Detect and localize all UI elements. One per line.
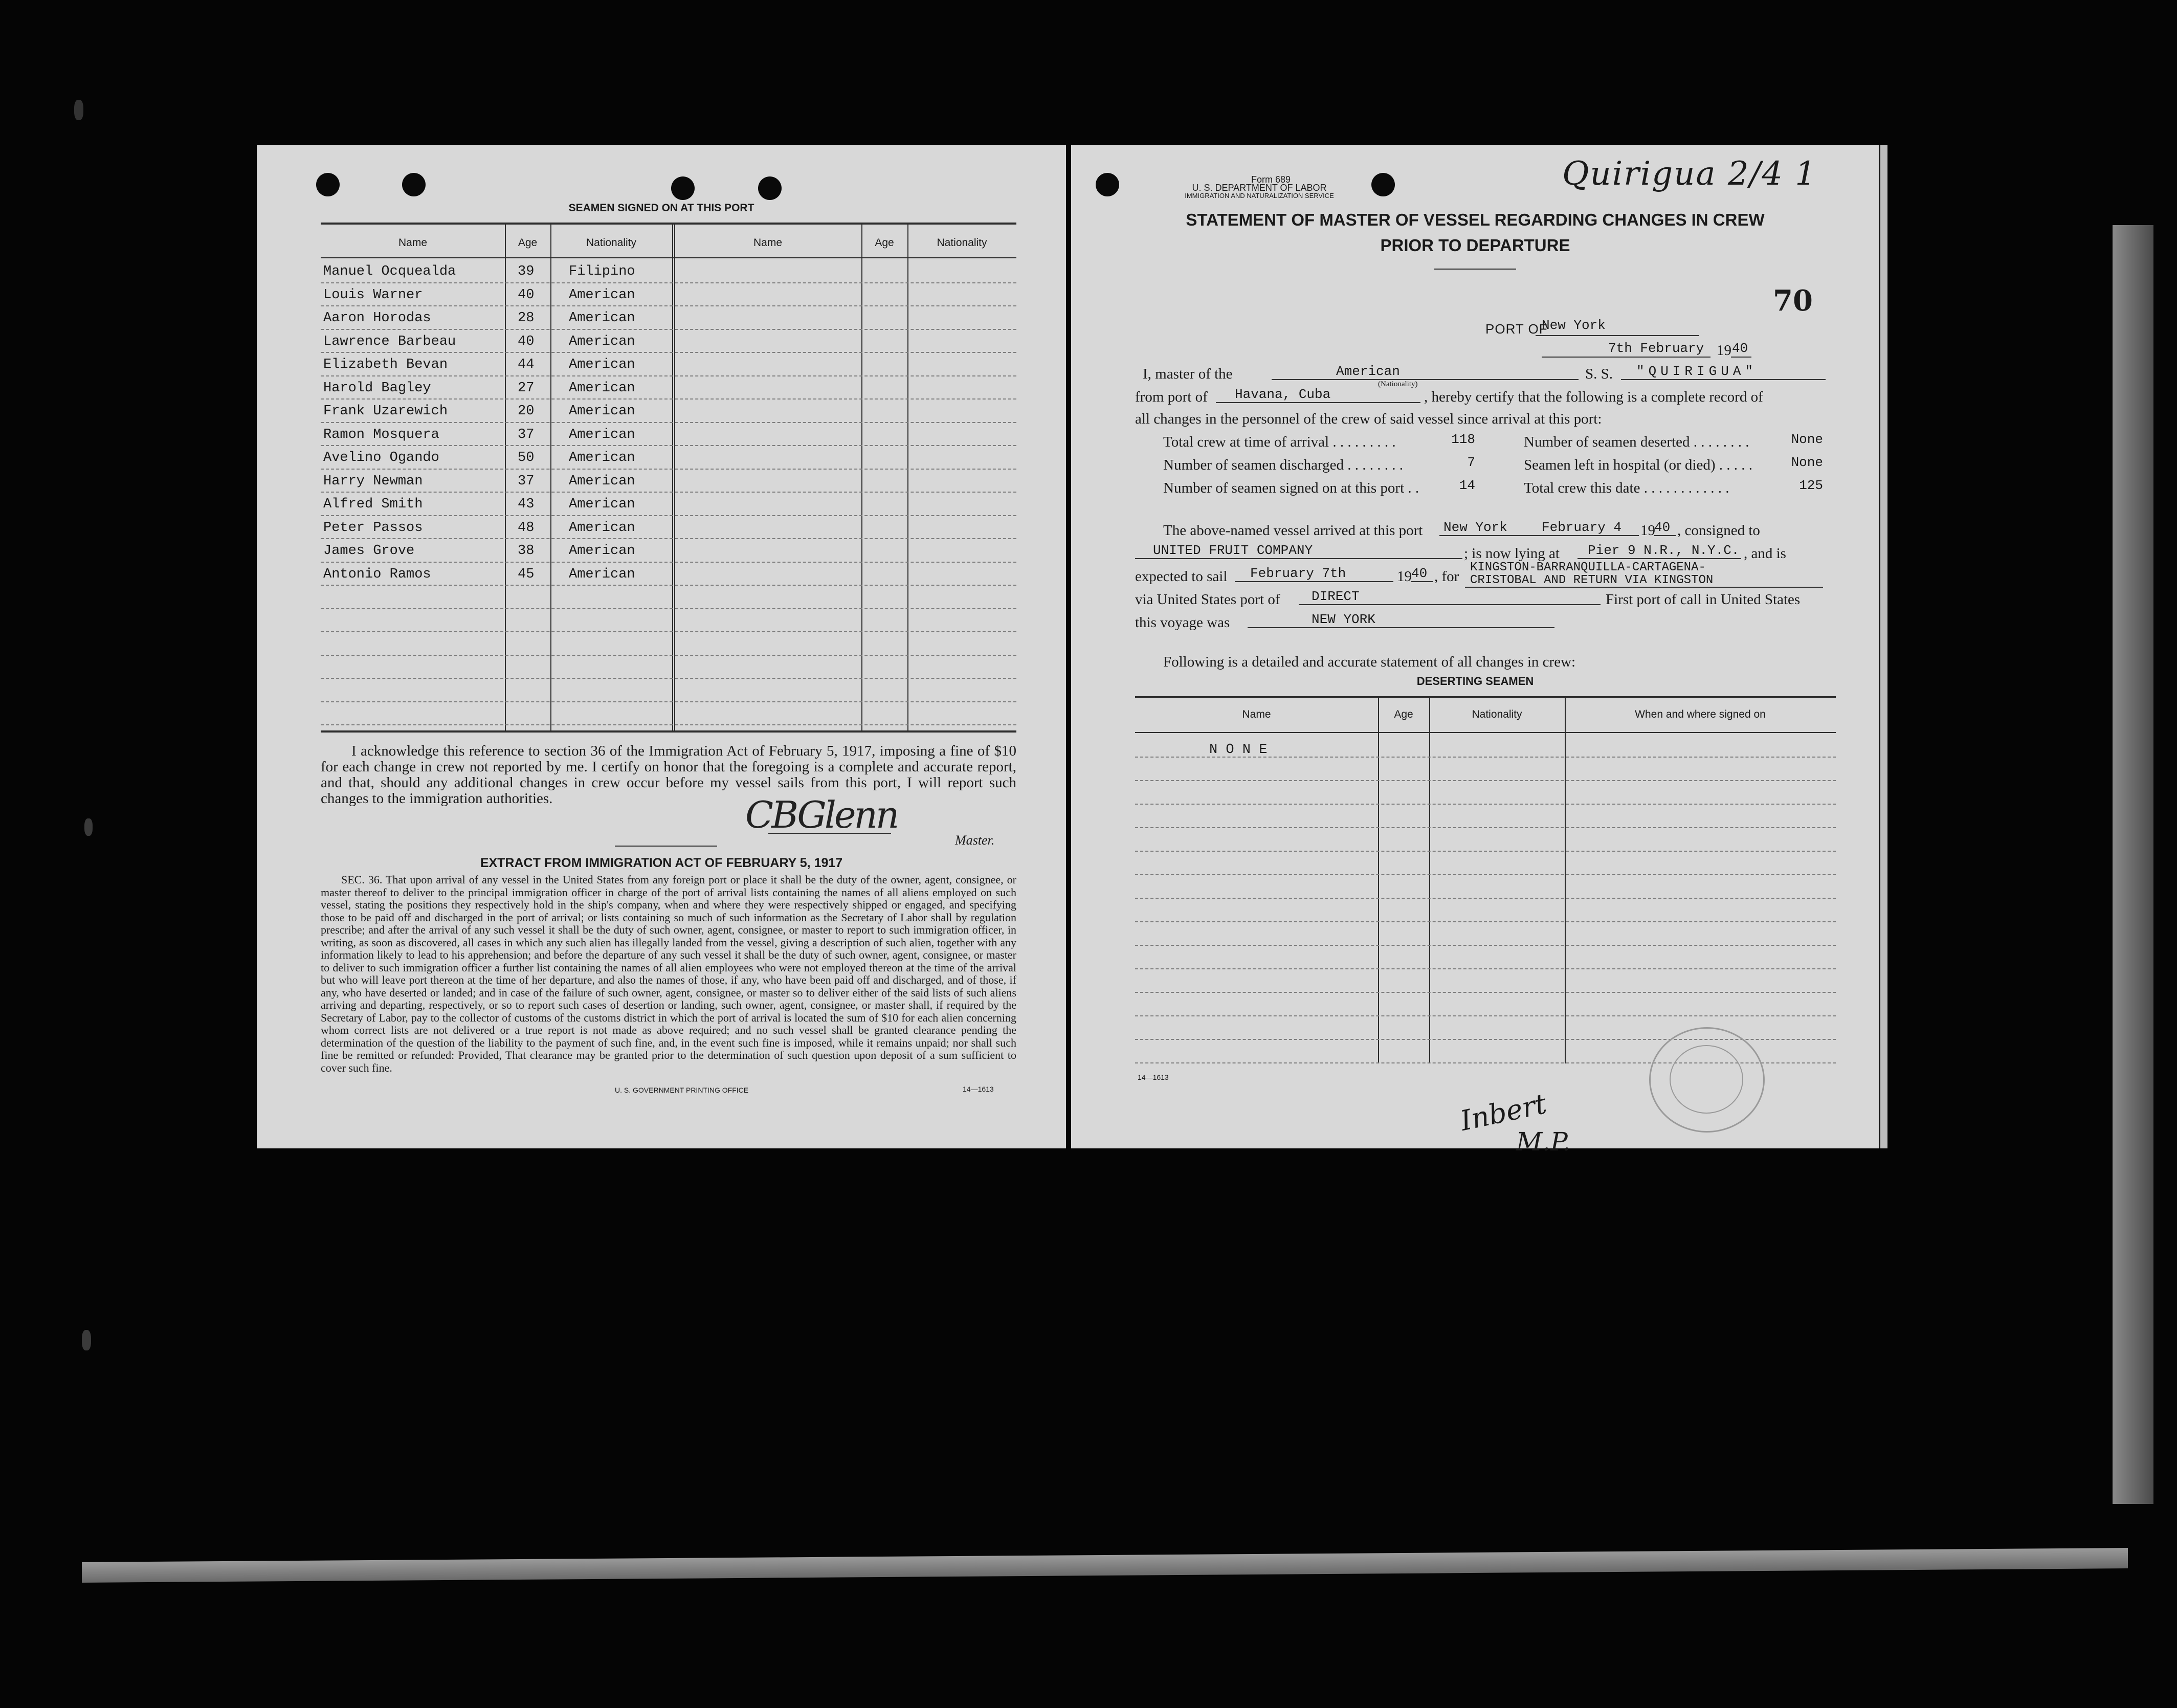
seaman-name: Antonio Ramos (323, 566, 431, 582)
punch-hole (316, 173, 340, 196)
seaman-nationality: American (569, 473, 635, 489)
seaman-nationality: American (569, 427, 635, 442)
arrived-date: February 4 (1542, 520, 1622, 535)
seaman-age: 37 (518, 473, 535, 489)
certify-text-2: all changes in the personnel of the crew of said vessel since arrival at this port: (1135, 411, 1602, 427)
via-value: DIRECT (1312, 589, 1360, 604)
binder-mark (74, 100, 83, 120)
ship-name: "QUIRIGUA" (1636, 364, 1758, 379)
deserting-col-nationality: Nationality (1472, 708, 1522, 720)
seaman-name: Manuel Ocquealda (323, 264, 456, 279)
from-port-label: from port of (1135, 389, 1208, 405)
stat-value: 118 (1451, 432, 1475, 447)
pier-value: Pier 9 N.R., N.Y.C. (1588, 543, 1740, 558)
seaman-age: 28 (518, 310, 535, 326)
seaman-name: Harry Newman (323, 473, 423, 489)
seaman-name: Harold Bagley (323, 380, 431, 396)
punch-hole (671, 176, 695, 200)
seaman-age: 39 (518, 264, 535, 279)
certify-text: , hereby certify that the following is a complete record of (1424, 389, 1763, 405)
stat-value-right: 125 (1799, 478, 1823, 493)
stat-label: Number of seamen discharged . . . . . . . . (1163, 457, 1403, 473)
seaman-name: Elizabeth Bevan (323, 357, 448, 372)
stat-label-right: Seamen left in hospital (or died) . . . . . (1524, 457, 1752, 473)
right-paper-edge (2113, 225, 2153, 1504)
seaman-nationality: American (569, 404, 635, 419)
via-label: via United States port of (1135, 591, 1280, 608)
handwritten-mp: M.P. (1516, 1127, 1571, 1157)
seaman-age: 40 (518, 334, 535, 349)
bottom-paper-edge (82, 1548, 2128, 1583)
destination-line-2: CRISTOBAL AND RETURN VIA KINGSTON (1470, 573, 1714, 587)
consignee-value: UNITED FRUIT COMPANY (1153, 543, 1313, 558)
arrived-port: New York (1443, 520, 1507, 535)
col-header-nationality-2: Nationality (937, 237, 987, 249)
stat-label-right: Number of seamen deserted . . . . . . . . (1524, 434, 1749, 450)
master-signature: CBGlenn (745, 793, 898, 836)
punch-hole (402, 173, 426, 196)
form-code-left: 14—1613 (963, 1085, 994, 1093)
seamen-signed-on-title: SEAMEN SIGNED ON AT THIS PORT (568, 202, 754, 214)
seaman-nationality: Filipino (569, 264, 635, 279)
form-title-line1: STATEMENT OF MASTER OF VESSEL REGARDING CHANGES IN CREW (1186, 210, 1765, 229)
seaman-age: 48 (518, 520, 535, 536)
punch-hole (1096, 173, 1119, 196)
port-label: PORT OF (1485, 321, 1548, 337)
seaman-nationality: American (569, 497, 635, 512)
form-title-line2: PRIOR TO DEPARTURE (1380, 236, 1570, 255)
seaman-age: 40 (518, 287, 535, 303)
port-value: New York (1542, 318, 1606, 333)
left-page (257, 145, 1066, 1148)
stat-label: Number of seamen signed on at this port . . (1163, 480, 1419, 496)
seaman-age: 27 (518, 380, 535, 396)
seaman-name: Ramon Mosquera (323, 427, 439, 442)
stat-value: 7 (1467, 455, 1475, 470)
stat-label-right: Total crew this date . . . . . . . . . . . . (1524, 480, 1729, 496)
punch-hole (758, 176, 782, 200)
arrived-text: The above-named vessel arrived at this port (1163, 522, 1423, 539)
seaman-name: James Grove (323, 543, 415, 559)
seaman-age: 45 (518, 566, 535, 582)
nationality-value: American (1336, 364, 1400, 379)
col-header-age: Age (518, 237, 538, 249)
nationality-caption: (Nationality) (1378, 380, 1418, 388)
arrived-year: 40 (1654, 520, 1671, 535)
handwritten-vessel-note: Quirigua 2/4 1 (1562, 155, 1817, 193)
printer-line: U. S. GOVERNMENT PRINTING OFFICE (615, 1086, 749, 1094)
binder-mark (82, 1330, 91, 1350)
deserting-title: DESERTING SEAMEN (1416, 675, 1534, 687)
form-code-right: 14—1613 (1138, 1073, 1169, 1081)
deserting-col-name: Name (1242, 708, 1271, 720)
seaman-nationality: American (569, 357, 635, 372)
extract-text: SEC. 36. That upon arrival of any vessel in the United States from any foreign port or place it shall be the duty of the owner, agent, consignee, or master thereof to deliver to the principal immigration officer in charge of the port of arrival lists containing the names of all aliens employed on such vessel, stating the positions they respectively hold in the ship's company, when and where they were respectively shipped or engaged, and specifying those to be paid off and discharged in the port of arrival; or lists containing so much of such information as the Secretary of Labor shall by regulation prescribe; and after the arrival of any such vessel it shall be the duty of such owner, agent, consignee, or master to report to such immigration officer, in writing, as soon as discovered, all cases in which any such alien has illegally landed from the vessel, giving a description of such alien, together with any information likely to lead to his apprehension; and before the departure of any such vessel it shall be the duty of such owner, agent, consignee, or master to deliver to such immigration officer a further list containing the names of all alien employees who were not employed thereon at the time of the arrival but who will leave port thereon at the time of her departure, and also the names of those, if any, who have been paid off and discharged, and of those, if any, who have deserted or landed; and in case of the failure of such owner, agent, consignee, or master so to deliver either of the said lists of such aliens arriving and departing, respectively, or so to report such cases of desertion or landing, such owner, agent, consignee, or master shall, if required by the Secretary of Labor, pay to the collector of customs of the customs district in which the port of arrival is located the sum of $10 for each alien concerning whom correct lists are not delivered or a true report is not made as above required; and no such vessel shall be granted clearance pending the determination of the question of the liability to the payment of such fine, and, in the event such fine is imposed, while it remains unpaid; nor shall such fine be remitted or refunded: Provided, That clearance may be granted prior to the determination of such question upon deposit of a sum sufficient to cover such fine. (321, 873, 1016, 1074)
right-paper-edge-inner (1880, 145, 1887, 1148)
col-header-name: Name (398, 237, 428, 249)
seaman-age: 20 (518, 404, 535, 419)
seaman-age: 37 (518, 427, 535, 442)
deserting-none: N O N E (1209, 742, 1268, 758)
handwritten-initials: Inbert (1457, 1087, 1549, 1138)
voyage-value: NEW YORK (1312, 612, 1375, 627)
page-mark: 70 (1773, 284, 1813, 318)
master-label: Master. (955, 833, 995, 848)
col-header-name-2: Name (753, 237, 783, 249)
stat-value-right: None (1791, 432, 1823, 447)
seaman-name: Aaron Horodas (323, 310, 431, 326)
sail-date: February 7th (1250, 566, 1346, 581)
seaman-nationality: American (569, 334, 635, 349)
stat-value-right: None (1791, 455, 1823, 470)
seaman-nationality: American (569, 566, 635, 582)
year-value: 40 (1732, 341, 1748, 356)
destination-line-1: KINGSTON-BARRANQUILLA-CARTAGENA- (1470, 561, 1706, 574)
col-header-nationality: Nationality (586, 237, 637, 249)
deserting-col-when-where: When and where signed on (1635, 708, 1766, 720)
service-name: IMMIGRATION AND NATURALIZATION SERVICE (1185, 192, 1334, 199)
for-label: , for (1434, 568, 1459, 585)
seaman-name: Lawrence Barbeau (323, 334, 456, 349)
sail-year-prefix: 19 (1397, 568, 1412, 585)
official-stamp-inner (1670, 1045, 1743, 1114)
extract-title: EXTRACT FROM IMMIGRATION ACT OF FEBRUARY 5, 1917 (480, 856, 843, 870)
seaman-age: 38 (518, 543, 535, 559)
seaman-nationality: American (569, 543, 635, 559)
seaman-name: Avelino Ogando (323, 450, 439, 465)
right-page (1071, 145, 1879, 1157)
seaman-nationality: American (569, 380, 635, 396)
sail-year: 40 (1411, 566, 1428, 581)
seaman-age: 43 (518, 497, 535, 512)
acknowledgement-text: I acknowledge this reference to section 36 of the Immigration Act of February 5, 1917, imposing a fine of $10 for each change in crew not reported by me. I certify on honor that the foregoing is a complete and accurate report, and that, should any additional changes in crew occur before my vessel sails from this port, I will report such changes to the immigration authorities. (321, 743, 1016, 807)
seaman-nationality: American (569, 310, 635, 326)
seaman-nationality: American (569, 287, 635, 303)
arrived-year-prefix: 19 (1640, 522, 1655, 539)
from-port-value: Havana, Cuba (1235, 387, 1331, 402)
seaman-name: Peter Passos (323, 520, 423, 536)
seaman-nationality: American (569, 450, 635, 465)
and-is-label: , and is (1744, 545, 1786, 562)
seaman-name: Frank Uzarewich (323, 404, 448, 419)
expected-label: expected to sail (1135, 568, 1228, 585)
date-value: 7th February (1608, 341, 1704, 356)
deserting-col-age: Age (1394, 708, 1413, 720)
seaman-name: Alfred Smith (323, 497, 423, 512)
binder-mark (84, 818, 93, 836)
following-text: Following is a detailed and accurate statement of all changes in crew: (1163, 654, 1576, 670)
voyage-label: this voyage was (1135, 614, 1230, 631)
seaman-age: 44 (518, 357, 535, 372)
year-prefix: 19 (1717, 342, 1731, 359)
stat-value: 14 (1459, 478, 1475, 493)
form-number: Form 689 (1251, 174, 1291, 185)
first-port-label: First port of call in United States (1606, 591, 1801, 608)
consigned-label: , consigned to (1677, 522, 1760, 539)
seaman-name: Louis Warner (323, 287, 423, 303)
seaman-age: 50 (518, 450, 535, 465)
department-name: U. S. DEPARTMENT OF LABOR (1192, 183, 1327, 193)
seaman-nationality: American (569, 520, 635, 536)
stat-label: Total crew at time of arrival . . . . . . . . . (1163, 434, 1396, 450)
ss-label: S. S. (1585, 366, 1613, 382)
master-prefix: I, master of the (1143, 366, 1233, 382)
lying-label: ; is now lying at (1464, 545, 1560, 562)
col-header-age-2: Age (875, 237, 894, 249)
